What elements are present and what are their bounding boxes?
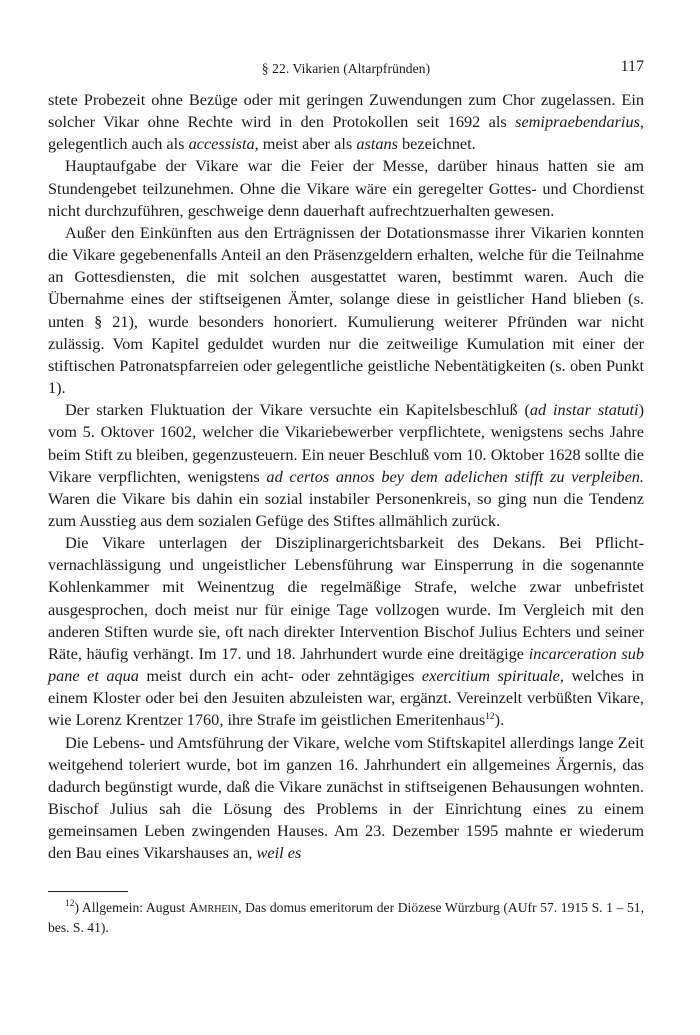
paragraph-5: Die Vikare unterlagen der Disziplinargerichtsbarkeit des Dekans. Bei Pflichtvernachlässigung und ungeistlicher Lebensführung war Einsperrung in die sogenannte Kohlenkammer mit Weinentzug die regelmäßige Strafe, welche zwar unbefristet ausgesprochen, doch meist nur für einige Tage vollzogen wurde. Im Vergleich mit den anderen Stiften wurde sie, oft nach direkter Intervention Bischof Julius Echters und seiner Räte, häufig verhängt. Im 17. und 18. Jahrhundert wurde eine dreitägige incarceration sub pane et aqua meist durch ein acht- oder zehntägiges exercitium spirituale, welches in einem Kloster oder bei den Jesuiten abzuleisten war, ergänzt. Vereinzelt verbüßten Vikare, wie Lorenz Krentzer 1760, ihre Strafe im geistlichen Emeritenhaus$^{12}$).: [48, 533, 645, 730]
paragraph-3: Außer den Einkünften aus den Erträgnissen der Dotationsmasse ihrer Vikarien konnten die Vikare gegebenenfalls Anteil an den Präsenzgeldern erhalten, welche für die Teilnahme an Gottesdiensten, die mit solchen ausgestattet waren, bestimmt waren. Auch die Übernahme eines der stiftseigenen Ämter, solange diese in geistlicher Hand blieben (s. unten § 21), wurde besonders honoriert. Kumulierung weiterer Pfründen war nicht zulässig. Vom Kapitel geduldet wurden nur die zeitweilige Kumulation mit einer der stiftischen Patronatspfarreien oder gelegentliche geistliche Nebentätigkeiten (s. oben Punkt 1).: [48, 222, 644, 398]
running-title: § 22. Vikarien (Altarpfründen): [261, 61, 431, 76]
body-text: [48, 89, 644, 864]
page-number: 117: [620, 58, 644, 75]
paragraph-4: Der starken Fluktuation der Vikare versuchte ein Kapitelsbeschluß (ad instar statuti) vom 5. Oktover 1602, welcher die Vikariebewerber verpflichtete, wenigstens sechs Jahre beim Stift zu bleiben, gegenzusteuern. Ein neuer Beschluß vom 10. Oktober 1628 sollte die Vikare verpflichten, wenigstens ad certos annos bey dem adelichen stifft zu verpleiben. Waren die Vikare bis dahin ein sozial instabiler Personenkreis, so ging nun die Tendenz zum Ausstieg aus dem sozialen Gefüge des Stiftes allmählich zurück.: [48, 400, 645, 530]
footnote-rule: [48, 891, 128, 892]
paragraph-2: Hauptaufgabe der Vikare war die Feier der Messe, darüber hinaus hatten sie am Stundengebet teilzunehmen. Ohne die Vikare wäre ein geregelter Gottes- und Chordienst nicht durchzuführen, geschweige denn dauerhaft aufrechtzuerhalten gewesen.: [48, 156, 644, 220]
footnote-marker: 12: [65, 899, 75, 909]
paragraph-6: Die Lebens- und Amtsführung der Vikare, welche vom Stiftskapitel allerdings lange Zeit weitgehend toleriert wurde, bot im ganzen 16. Jahrhundert ein allgemeines Ärgernis, das dadurch begünstigt wurde, daß die Vikare zunächst in stiftseigenen Behausungen wohnten. Bischof Julius sah die Lösung des Problems in der Einrichtung eines zu einem gemeinsamen Leben zwingenden Hauses. Am 23. Dezember 1595 mahnte er wiederum den Bau eines Vikarshauses an, weil es: [48, 732, 644, 863]
footnote-author: Amrhein: [188, 900, 239, 915]
paragraph-1: stete Probezeit ohne Bezüge oder mit geringen Zuwendungen zum Chor zugelassen. Ein solcher Vikar ohne Rechte wird in den Protokollen seit 1692 als semipraebendarius, gelegentlich auch als accessista, meist aber als astans bezeichnet.: [48, 90, 644, 154]
footnote-reference[interactable]: 12: [485, 712, 495, 723]
footnote-12: $^{12}$) Allgemein: August Amrhein, Das domus emeritorum der Diözese Würzburg (AUfr 57. 1915 S. 1 – 51, bes. S. 41).: [48, 899, 644, 935]
running-head: [48, 58, 644, 80]
